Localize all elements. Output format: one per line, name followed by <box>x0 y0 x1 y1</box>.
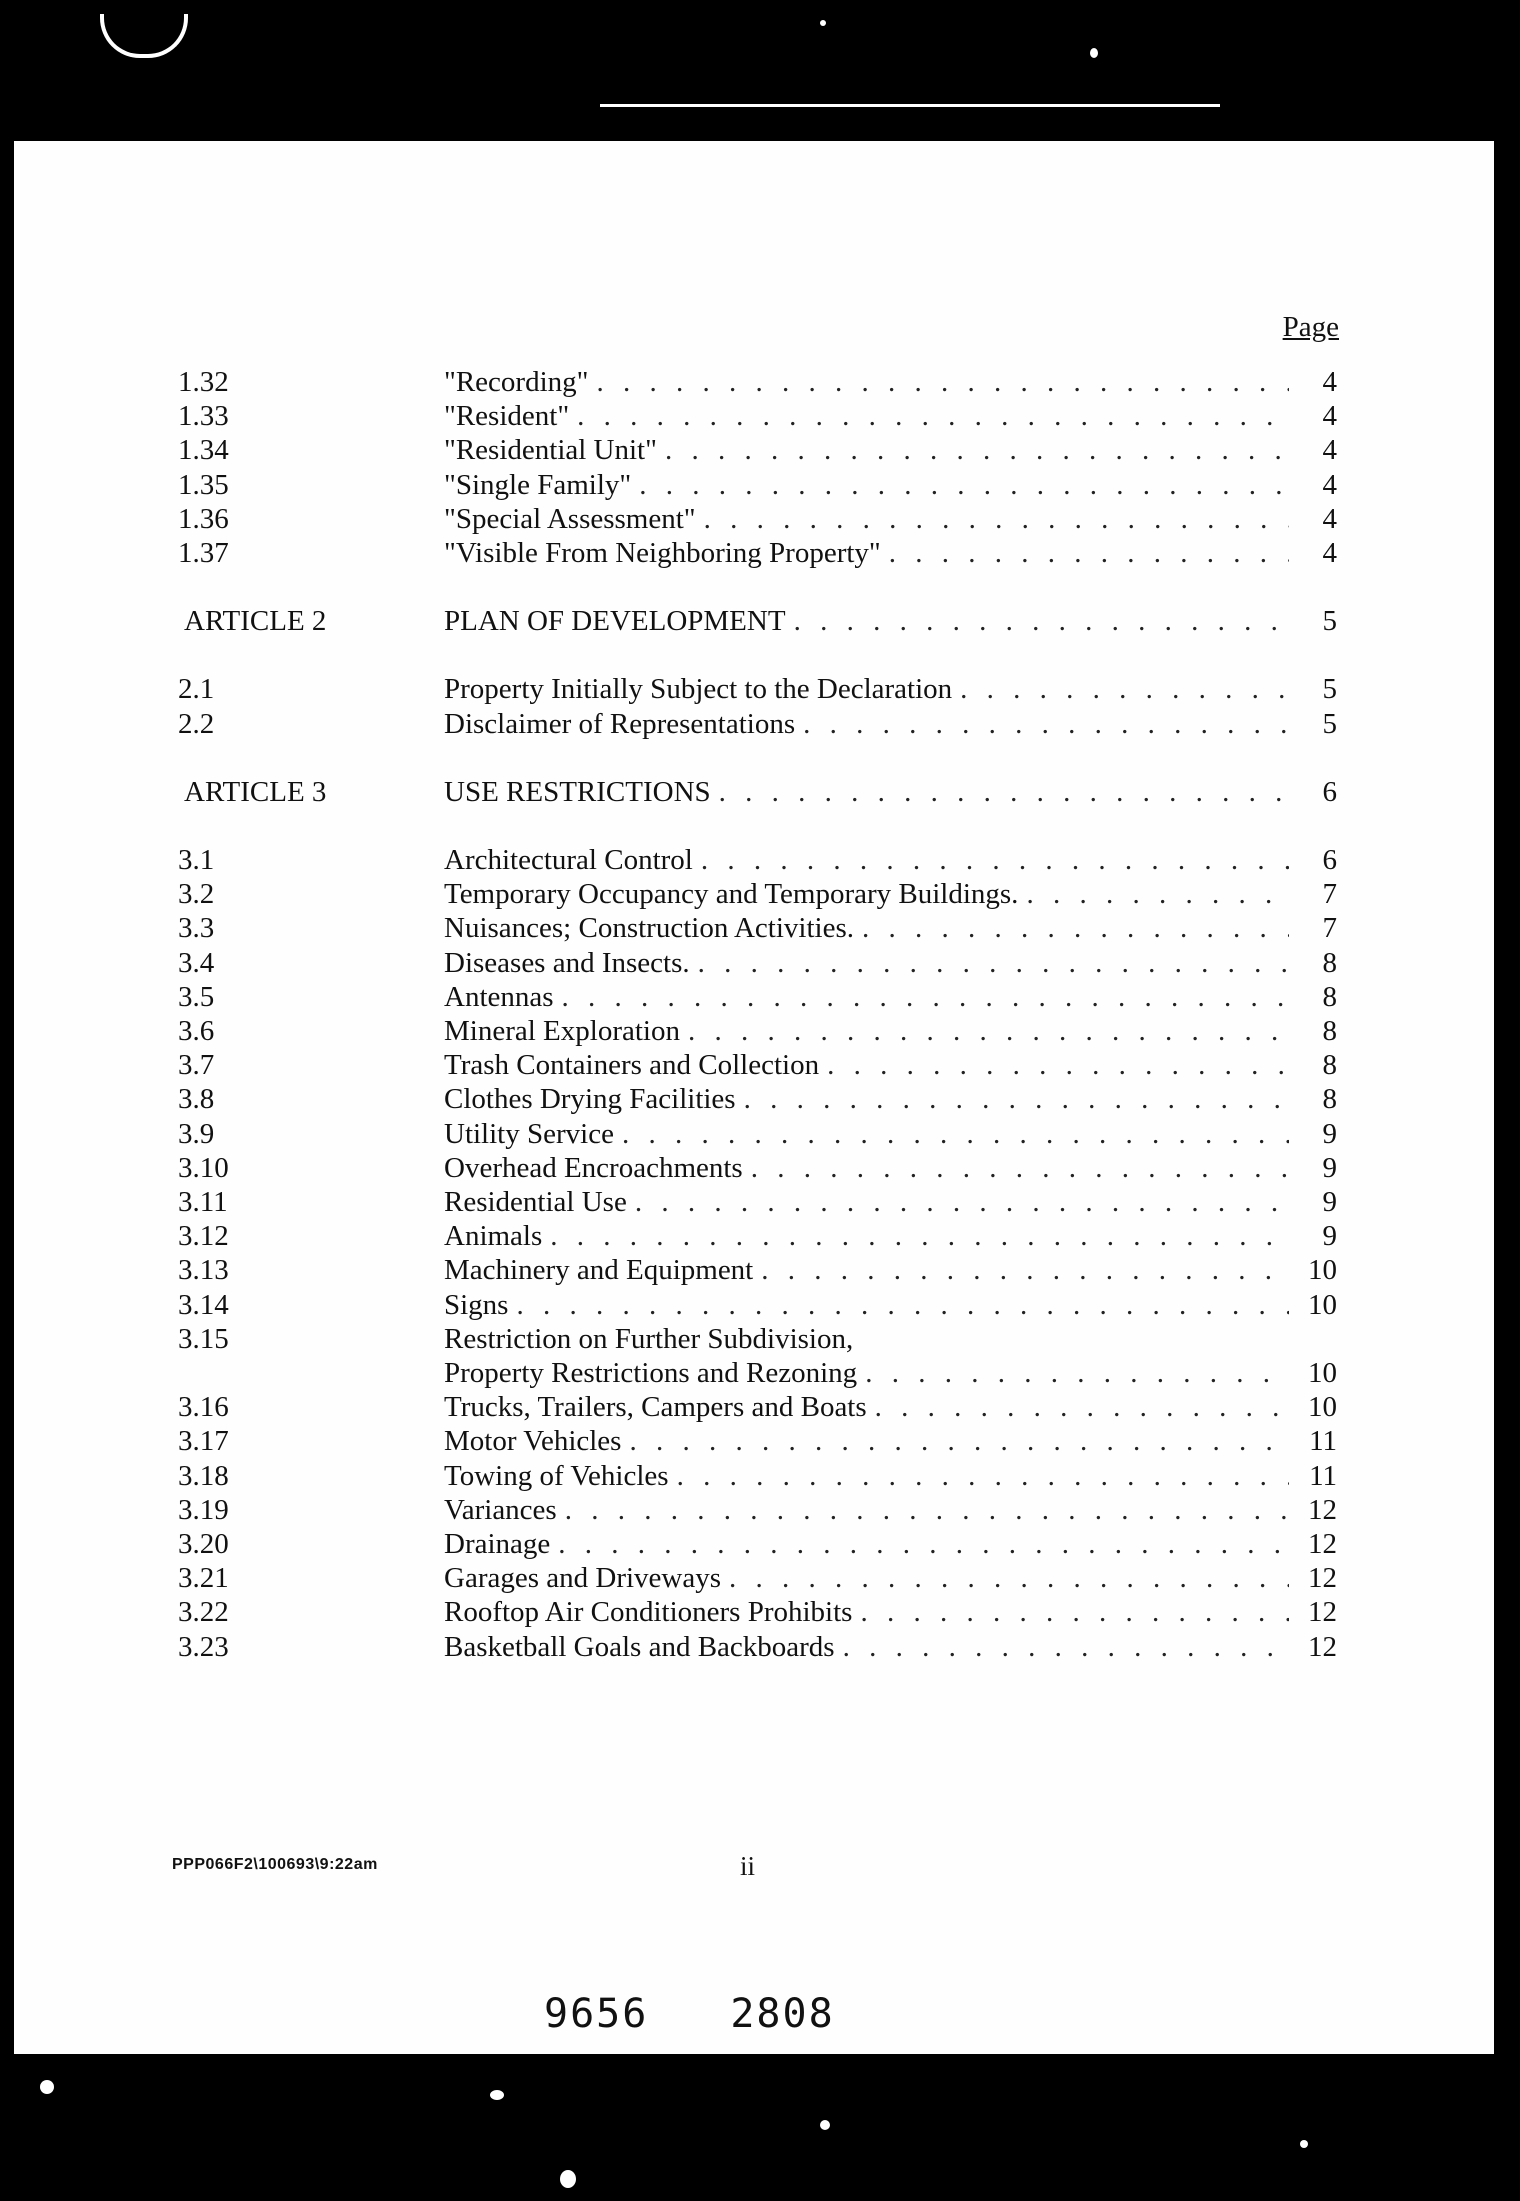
toc-page-number: 12 <box>1308 1562 1337 1594</box>
toc-page-number: 9 <box>1322 1118 1337 1150</box>
toc-row <box>14 980 1494 1014</box>
toc-row <box>14 1151 1494 1185</box>
dot-leader <box>565 1493 1289 1527</box>
toc-section-title: Restriction on Further Subdivision, <box>444 1323 854 1355</box>
toc-row <box>14 1356 1494 1390</box>
toc-page-number: 10 <box>1308 1289 1337 1321</box>
scan-speck <box>600 104 1220 107</box>
toc-page-number: 4 <box>1322 503 1337 535</box>
toc-section-title: Basketball Goals and Backboards <box>444 1631 835 1663</box>
toc-entry <box>444 1424 1337 1458</box>
toc-section-title: Antennas <box>444 981 554 1013</box>
toc-page-number: 5 <box>1322 605 1337 637</box>
toc-section-number: 3.8 <box>178 1083 215 1115</box>
toc-page-number: 4 <box>1322 400 1337 432</box>
toc-article-row <box>14 775 1494 809</box>
toc-entry <box>444 1459 1337 1493</box>
toc-entry <box>444 1014 1337 1048</box>
toc-entry <box>444 1151 1337 1185</box>
toc-entry <box>444 1356 1337 1390</box>
toc-section-title: Animals <box>444 1220 543 1252</box>
toc-section-title: "Recording" <box>444 366 589 398</box>
toc-entry <box>444 399 1337 433</box>
toc-entry <box>444 877 1337 911</box>
toc-section-number: 1.32 <box>178 366 229 398</box>
toc-section-title: Motor Vehicles <box>444 1425 622 1457</box>
toc-section-number: 3.19 <box>178 1494 229 1526</box>
toc-row <box>14 877 1494 911</box>
toc-section-title: Trash Containers and Collection <box>444 1049 820 1081</box>
toc-section-title: Disclaimer of Representations <box>444 708 796 740</box>
toc-article-row <box>14 604 1494 638</box>
toc-page-number: 12 <box>1308 1631 1337 1663</box>
dot-leader <box>698 946 1289 980</box>
dot-leader <box>665 433 1289 467</box>
dot-leader <box>827 1048 1289 1082</box>
document-page <box>14 141 1494 2054</box>
scan-speck <box>1300 2140 1308 2148</box>
toc-page-number: 4 <box>1322 469 1337 501</box>
toc-section-number: ARTICLE 2 <box>184 605 327 637</box>
toc-page-number: 10 <box>1308 1391 1337 1423</box>
toc-page-number: 8 <box>1322 947 1337 979</box>
toc-section-number: 1.36 <box>178 503 229 535</box>
toc-row <box>14 468 1494 502</box>
dot-leader <box>629 1424 1289 1458</box>
toc-section-title: Property Restrictions and Rezoning <box>444 1357 858 1389</box>
toc-section-number: 3.10 <box>178 1152 229 1184</box>
toc-row <box>14 502 1494 536</box>
toc-section-number: 3.18 <box>178 1460 229 1492</box>
toc-page-number: 11 <box>1309 1425 1337 1457</box>
dot-leader <box>562 980 1289 1014</box>
toc-row <box>14 1322 1494 1356</box>
toc-page-number: 8 <box>1322 1083 1337 1115</box>
toc-row <box>14 1527 1494 1561</box>
dot-leader <box>516 1288 1289 1322</box>
dot-leader <box>875 1390 1289 1424</box>
toc-section-title: Signs <box>444 1289 509 1321</box>
toc-row <box>14 1459 1494 1493</box>
toc-section-number: 2.2 <box>178 708 215 740</box>
toc-entry <box>444 980 1337 1014</box>
toc-entry <box>444 843 1337 877</box>
dot-leader <box>865 1356 1289 1390</box>
toc-row <box>14 1014 1494 1048</box>
toc-page-number: 7 <box>1322 878 1337 910</box>
toc-page-number: 9 <box>1322 1186 1337 1218</box>
toc-section-title: Garages and Driveways <box>444 1562 722 1594</box>
dot-leader <box>761 1253 1289 1287</box>
toc-section-title: USE RESTRICTIONS <box>444 776 711 808</box>
toc-section-number: 3.12 <box>178 1220 229 1252</box>
toc-row <box>14 1219 1494 1253</box>
toc-section-number: 1.34 <box>178 434 229 466</box>
toc-page-number: 6 <box>1322 776 1337 808</box>
toc-row <box>14 672 1494 706</box>
dot-leader <box>558 1527 1289 1561</box>
dot-leader <box>596 365 1289 399</box>
toc-entry <box>444 1185 1337 1219</box>
page-column-heading: Page <box>1282 311 1339 343</box>
toc-entry <box>444 1527 1337 1561</box>
dot-leader <box>688 1014 1289 1048</box>
toc-page-number: 7 <box>1322 912 1337 944</box>
scan-speck <box>820 2120 830 2130</box>
toc-section-title: Mineral Exploration <box>444 1015 680 1047</box>
toc-section-title: Diseases and Insects. <box>444 947 690 979</box>
toc-section-title: "Resident" <box>444 400 570 432</box>
stamp-book-number: 9656 <box>544 1991 649 2037</box>
scan-speck <box>820 20 826 26</box>
toc-page-number: 4 <box>1322 537 1337 569</box>
toc-section-number: 1.33 <box>178 400 229 432</box>
toc-entry <box>444 1322 1337 1356</box>
toc-section-title: Rooftop Air Conditioners Prohibits <box>444 1596 853 1628</box>
toc-row <box>14 1493 1494 1527</box>
toc-section-title: Machinery and Equipment <box>444 1254 754 1286</box>
toc-row <box>14 1630 1494 1664</box>
toc-page-number: 12 <box>1308 1596 1337 1628</box>
dot-leader <box>677 1459 1289 1493</box>
dot-leader <box>744 1082 1289 1116</box>
toc-section-title: Residential Use <box>444 1186 627 1218</box>
toc-section-number: 3.20 <box>178 1528 229 1560</box>
toc-entry <box>444 1219 1337 1253</box>
toc-section-title: "Special Assessment" <box>444 503 696 535</box>
toc-entry <box>444 1595 1337 1629</box>
dot-leader <box>960 672 1289 706</box>
toc-row <box>14 911 1494 945</box>
toc-row <box>14 536 1494 570</box>
toc-section-number: 3.1 <box>178 844 215 876</box>
toc-section-title: Overhead Encroachments <box>444 1152 743 1184</box>
toc-section-title: Utility Service <box>444 1118 614 1150</box>
recording-stamp <box>544 1991 835 2037</box>
toc-page-number: 9 <box>1322 1220 1337 1252</box>
toc-entry <box>444 1253 1337 1287</box>
toc-entry <box>444 536 1337 570</box>
toc-entry <box>444 707 1337 741</box>
toc-section-number: 3.16 <box>178 1391 229 1423</box>
toc-row <box>14 1253 1494 1287</box>
toc-page-number: 8 <box>1322 1049 1337 1081</box>
stamp-page-number: 2808 <box>730 1991 835 2037</box>
dot-leader <box>550 1219 1289 1253</box>
toc-section-title: "Single Family" <box>444 469 632 501</box>
dot-leader <box>635 1185 1289 1219</box>
toc-section-title: Drainage <box>444 1528 551 1560</box>
toc-entry <box>444 775 1337 809</box>
toc-section-number: 3.5 <box>178 981 215 1013</box>
toc-page-number: 12 <box>1308 1528 1337 1560</box>
toc-section-number: 3.11 <box>178 1186 228 1218</box>
dot-leader <box>843 1630 1289 1664</box>
toc-section-title: Architectural Control <box>444 844 693 876</box>
dot-leader <box>622 1117 1289 1151</box>
toc-entry <box>444 1390 1337 1424</box>
dot-leader <box>794 604 1289 638</box>
toc-section-title: Nuisances; Construction Activities. <box>444 912 854 944</box>
toc-row <box>14 946 1494 980</box>
toc-section-number: 3.7 <box>178 1049 215 1081</box>
scan-speck <box>1090 48 1098 58</box>
toc-section-number: 3.14 <box>178 1289 229 1321</box>
dot-leader <box>751 1151 1289 1185</box>
toc-row <box>14 1117 1494 1151</box>
toc-page-number: 4 <box>1322 434 1337 466</box>
toc-row <box>14 707 1494 741</box>
toc-page-number: 4 <box>1322 366 1337 398</box>
toc-row <box>14 1185 1494 1219</box>
toc-entry <box>444 365 1337 399</box>
toc-entry <box>444 911 1337 945</box>
dot-leader <box>639 468 1289 502</box>
toc-section-number: 1.35 <box>178 469 229 501</box>
scan-speck <box>40 2080 54 2094</box>
toc-entry <box>444 1082 1337 1116</box>
toc-entry <box>444 1117 1337 1151</box>
dot-leader <box>719 775 1289 809</box>
toc-section-title: Property Initially Subject to the Declaration <box>444 673 953 705</box>
toc-section-number: 1.37 <box>178 537 229 569</box>
file-code: PPP066F2\100693\9:22am <box>172 1856 378 1873</box>
toc-section-title: Variances <box>444 1494 557 1526</box>
toc-page-number: 12 <box>1308 1494 1337 1526</box>
toc-section-number: 3.9 <box>178 1118 215 1150</box>
toc-page-number: 5 <box>1322 708 1337 740</box>
toc-section-title: "Visible From Neighboring Property" <box>444 537 881 569</box>
toc-row <box>14 843 1494 877</box>
dot-leader <box>862 911 1289 945</box>
dot-leader <box>729 1561 1289 1595</box>
toc-row <box>14 1424 1494 1458</box>
toc-entry <box>444 1048 1337 1082</box>
toc-entry <box>444 1630 1337 1664</box>
toc-row <box>14 399 1494 433</box>
toc-page-number: 11 <box>1309 1460 1337 1492</box>
toc-page-number: 8 <box>1322 1015 1337 1047</box>
toc-entry <box>444 672 1337 706</box>
toc-row <box>14 1595 1494 1629</box>
toc-section-number: 3.23 <box>178 1631 229 1663</box>
toc-page-number: 8 <box>1322 981 1337 1013</box>
toc-section-number: 3.2 <box>178 878 215 910</box>
toc-entry <box>444 502 1337 536</box>
dot-leader <box>577 399 1289 433</box>
dot-leader <box>704 502 1289 536</box>
dot-leader <box>860 1595 1289 1629</box>
toc-page-number: 5 <box>1322 673 1337 705</box>
toc-section-number: 3.4 <box>178 947 215 979</box>
scan-speck <box>490 2090 504 2100</box>
toc-entry <box>444 604 1337 638</box>
toc-entry <box>444 1493 1337 1527</box>
toc-entry <box>444 946 1337 980</box>
toc-section-title: "Residential Unit" <box>444 434 657 466</box>
toc-section-title: Trucks, Trailers, Campers and Boats <box>444 1391 867 1423</box>
page-number: ii <box>740 1851 756 1881</box>
toc-entry <box>444 1561 1337 1595</box>
dot-leader <box>1026 877 1289 911</box>
toc-section-number: 3.13 <box>178 1254 229 1286</box>
toc-section-number: 3.15 <box>178 1323 229 1355</box>
toc-section-title: Clothes Drying Facilities <box>444 1083 736 1115</box>
toc-row <box>14 1048 1494 1082</box>
toc-row <box>14 1082 1494 1116</box>
toc-entry <box>444 433 1337 467</box>
toc-row <box>14 433 1494 467</box>
toc-page-number: 10 <box>1308 1357 1337 1389</box>
toc-row <box>14 365 1494 399</box>
toc-section-title: Temporary Occupancy and Temporary Buildings. <box>444 878 1019 910</box>
toc-entry <box>444 468 1337 502</box>
dot-leader <box>889 536 1289 570</box>
toc-row <box>14 1561 1494 1595</box>
scan-speck <box>560 2170 576 2188</box>
toc-section-title: Towing of Vehicles <box>444 1460 669 1492</box>
toc-page-number: 10 <box>1308 1254 1337 1286</box>
dot-leader <box>701 843 1289 877</box>
toc-page-number: 9 <box>1322 1152 1337 1184</box>
toc-section-number: 3.17 <box>178 1425 229 1457</box>
toc-section-number: 2.1 <box>178 673 215 705</box>
scan-speck <box>100 14 188 58</box>
toc-row <box>14 1390 1494 1424</box>
toc-section-number: 3.3 <box>178 912 215 944</box>
toc-section-number: ARTICLE 3 <box>184 776 327 808</box>
toc-section-title: PLAN OF DEVELOPMENT <box>444 605 786 637</box>
toc-row <box>14 1288 1494 1322</box>
toc-section-number: 3.6 <box>178 1015 215 1047</box>
toc-page-number: 6 <box>1322 844 1337 876</box>
toc-entry <box>444 1288 1337 1322</box>
toc-section-number: 3.21 <box>178 1562 229 1594</box>
dot-leader <box>803 707 1289 741</box>
toc-section-number: 3.22 <box>178 1596 229 1628</box>
